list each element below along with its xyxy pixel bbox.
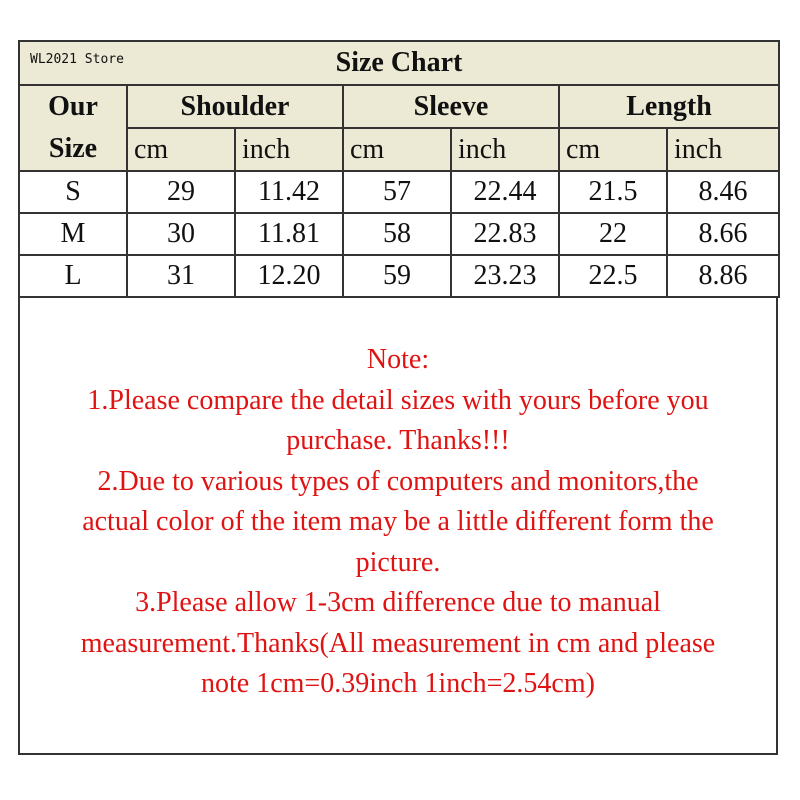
note-line: 3.Please allow 1-3cm difference due to manual [135, 587, 661, 618]
table-cell: 31 [127, 255, 235, 297]
unit-cell: inch [235, 128, 343, 171]
table-row [19, 213, 779, 255]
size-cell: L [19, 255, 127, 297]
table-cell: 29 [127, 171, 235, 213]
store-watermark: WL2021 Store [30, 52, 124, 67]
table-cell: 8.86 [667, 255, 779, 297]
size-cell: M [19, 213, 127, 255]
notes-block [20, 340, 776, 705]
table-row [19, 255, 779, 297]
table-cell: 8.66 [667, 213, 779, 255]
our-size-header-bottom: Size [48, 133, 98, 164]
table-cell: 22.5 [559, 255, 667, 297]
table-cell: 57 [343, 171, 451, 213]
note-line: 1.Please compare the detail sizes with yours before you [87, 384, 709, 416]
length-header: Length [559, 85, 779, 128]
group-header-row [19, 85, 779, 128]
note-line: purchase. Thanks!!! [286, 425, 510, 456]
shoulder-header: Shoulder [127, 85, 343, 128]
table-cell: 58 [343, 213, 451, 255]
note-line: actual color of the item may be a little different form the [82, 506, 714, 537]
size-cell: S [19, 171, 127, 213]
note-line: picture. [355, 546, 441, 578]
size-chart-table [18, 40, 780, 298]
table-cell: 59 [343, 255, 451, 297]
table-cell: 11.81 [235, 213, 343, 255]
table-cell: 8.46 [667, 171, 779, 213]
note-line: 2.Due to various types of computers and monitors,the [97, 465, 699, 497]
table-cell: 12.20 [235, 255, 343, 297]
note-heading: Note: [366, 344, 430, 375]
table-cell: 11.42 [235, 171, 343, 213]
unit-header-row [19, 128, 779, 171]
title-row [19, 41, 779, 85]
size-chart-title: Size Chart [19, 41, 779, 85]
table-cell: 22.44 [451, 171, 559, 213]
unit-cell: cm [127, 128, 235, 171]
our-size-header [19, 85, 127, 171]
unit-cell: cm [559, 128, 667, 171]
table-cell: 22 [559, 213, 667, 255]
unit-cell: cm [343, 128, 451, 171]
note-line: note 1cm=0.39inch 1inch=2.54cm) [201, 668, 595, 699]
unit-cell: inch [667, 128, 779, 171]
note-line: measurement.Thanks(All measurement in cm and please [80, 627, 716, 659]
unit-cell: inch [451, 128, 559, 171]
table-cell: 30 [127, 213, 235, 255]
sleeve-header: Sleeve [343, 85, 559, 128]
table-cell: 23.23 [451, 255, 559, 297]
table-row [19, 171, 779, 213]
our-size-header-top: Our [48, 91, 98, 122]
table-cell: 21.5 [559, 171, 667, 213]
table-cell: 22.83 [451, 213, 559, 255]
